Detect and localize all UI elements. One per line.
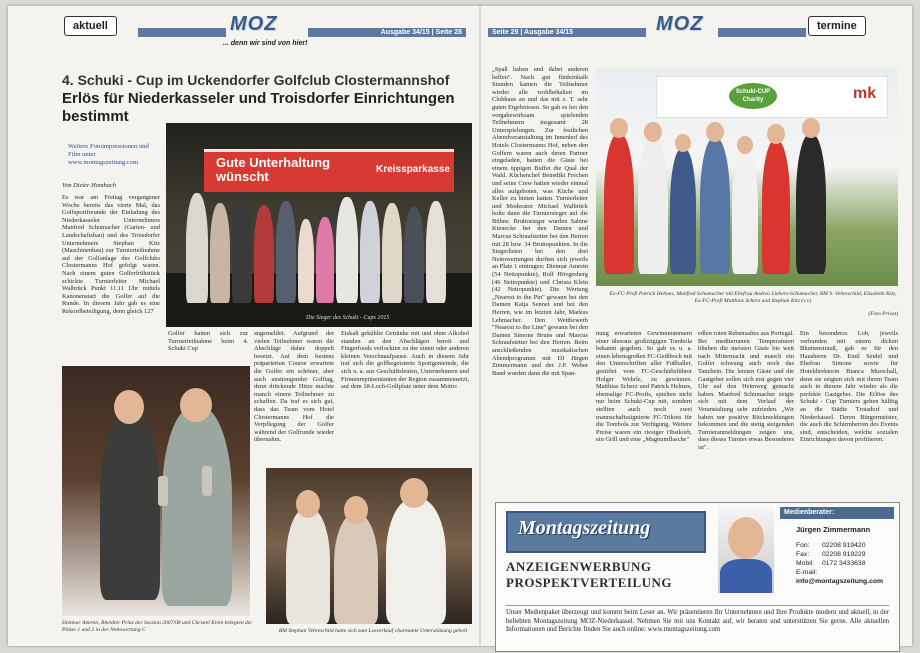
header-bar-right [718,28,806,37]
advisor-contacts: Fon: 02208 919420 Fax: 02208 919229 Mobil: 0172 3433638 E-mail: info@montagszeitung.com [796,542,884,585]
banner-slogan: Gute Unterhaltung wünscht [216,155,331,184]
bank-logo: Kreissparkasse [376,164,450,175]
header-bar-left [138,28,226,37]
article-column-3: angemeldet. Aufgrund der vielen Teilnehmer waren die Abschläge daher doppelt besetzt. Auf dem bestens präparierten Course erwartete die Golfer ein schöner, aber auch anstrengender Golftag, denn drückende Hitze machte manch einem Teilnehmer zu schaffen. Da traf es sich gut, dass das Team vom Hotel Clostermanns Hof die Verpflegung der Golfer während der Golfrunde wieder übernahm. [254,330,334,444]
article-column-2: Golfer hatten sich zur Turnierteilnahme beim 4. Schuki Cup [168,330,248,353]
raffle-photo [266,468,472,624]
advisor-name: Jürgen Zimmermann [796,525,871,534]
winners-stage-photo [166,123,472,327]
article-column-7: edlen roten Rebensaftes aus Portugal. Bei mediterranen Temperaturen blieben die meisten Gäste bis weit nach Mitternacht und manch ein Golfer schwang auch noch das Tanzbein. Die letzten Gäste und die Gastgeber sollen sich erst gegen vier Uhr auf den Heimweg gemacht haben. Manfred Schumacher zeigte sich mit dem Verlauf der Veranstaltung sehr zufrieden. „Wir haben nur positive Rückmeldungen bekommen und die stetig steigenden Turnieranmeldungen zeigen uns, dass dieses Turnier etwas Besonderes ist". [698,330,795,451]
advisor-photo [718,507,774,593]
section-tab-aktuell: aktuell [64,16,117,36]
advisor-title: Medienberater: [780,507,894,519]
trophy-icon [202,466,212,496]
ad-line-2: PROSPEKTVERTEILUNG [506,575,673,590]
article-column-1b [62,330,160,366]
email-link[interactable]: info@montagszeitung.com [796,578,884,585]
winners-couple-photo [62,366,250,616]
sponsor-banner [204,149,454,192]
newspaper-spread [8,6,912,646]
sponsor-wall [656,76,888,118]
stage-photo-caption: Die Sieger des Schuki - Cups 2015 [306,315,390,321]
photo-credit: (Foto Privat) [868,311,898,317]
article-kicker: 4. Schuki - Cup im Uckendorfer Golfclub Clostermannshof [62,72,450,88]
ad-body-text: Unser Medienpaket überzeugt und kommt beim Leser an. Wir präsentieren Ihr Unternehmen und Ihre Produkte modern und aktuell, in der beliebten Montagszeitung MOZ-Niederkassel. Nehmen Sie mit uns Kontakt auf, wir beraten und unterstützen Sie gerne. Alle aktuellen Informationen und Berichte finden Sie auch online: www.montagszeitung.com [506,609,889,634]
author-line: Von Dieter Hombach [62,182,116,189]
article-column-8: Ein besonderes Lob, jeweils verbunden mit einem dicken Blumenstrauß, gab es für den Hausherrn Dr. Emil Seidel und Ehefrau Simone sowie für Hoteldirektorin Bianca Murschall, denn sie zeigten sich mit ihrem Team auch in diesem Jahr wieder als die perfekte Gastgeber. Die Erlöse des Schuki - Cup Turniers gehen hälftig an die Städte Troisdorf und Niederkassel. Deren Bürgermeister, die auch die Schirmherren des Events sind, entscheiden, welche sozialen Einrichtungen davon profitieren. [800,330,898,444]
fax-number: 02208 919229 [822,551,866,558]
section-tab-termine: termine [808,16,866,36]
schuki-cup-logo: Schuki-CUP Charity [729,83,777,109]
caption-middle-photo: BM Stephan Vehreschild hatte sich zum Losverkauf charmante Unterstützung geholt [278,628,468,634]
slogan: ... denn wir sind von hier! [223,40,308,47]
ad-line-1: ANZEIGENWERBUNG [506,559,652,574]
moz-logo-left: MOZ [230,13,278,35]
group-photo [596,68,898,286]
issue-bar-left: Ausgabe 34/15 | Seite 28 [308,28,466,37]
article-headline: Erlös für Niederkasseler und Troisdorfer Einrichtungen bestimmt [62,90,455,125]
caption-group-photo: Ex-FC-Profi Patrick Helmes, Manfred Schumacher mit Ehefrau Andrea Liebers-Schumacher, BM S. Vehreschild, Elisabeth Kitz, Ex-FC-Profi Matthias Scherz und Stephan Kitz (v.r.) [609,291,897,304]
caption-left-photo: Dietmar Amrein, Rheidter Prinz der Session 2007/08 und Christel Klein belegten die Plätze 1 und 2 in der Nettowertung C [62,620,252,633]
phone-number[interactable]: 02208 919420 [822,542,866,549]
article-column-1: Es war am Freitag vergangener Woche bereits das vierte Mal, das Golfsportfreunde der Einladung des Niederkasseler Unternehmers Manfred Schumacher (Garten- und Landschaftsbau) und des Troisdorfer Unternehmers Stephan Kitz (Maschinenbau) zur Turnierteilnahme auf der Golfanlage des Golfclubs Clostermanns Hof gefolgt waren. Nach einem guten Golferfrühstück schickte Turnierleiter Michael Walbrück Punkt 11.11 Uhr mittels Kanonenstart die Golfer auf die Runde. In diesem Jahr gab es eine Rekordbeteiligung, denn gleich 127 [62,194,160,315]
moz-logo-right: MOZ [656,13,704,35]
montagszeitung-logo: Montagszeitung [506,511,706,553]
issue-bar-right: Seite 29 | Ausgabe 34/15 [488,28,646,37]
web-note: Weitere Fotoimpressionen und Film unter www.montagszeitung.com [68,143,149,166]
advertisement [495,502,900,652]
mobile-number[interactable]: 0172 3433638 [822,560,866,567]
article-column-6: nung erwarteten Gewinnnummern einer überaus großzügigen Tombola bekannt gegeben. So gab es u. a. einen lebensgroßen FC-Geißbock mit den Unterschriften aller Fußballer, gestiftet vom FC-Geschäftsführer Holger Wehrle, zu gewinnen. Matthias Scherz und Patrick Helmes, ehemalige FC-Profis, spielten nicht nur beim Schuki-Cup mit, sondern stellten auch noch zwei mannschaftssignierte FC-Trikots für die Tombola zur Verfügung. Weitere Preise waren ein riesiger Obstkorb, ein Grill und eine „Magnumflasche" [596,330,693,444]
trophy-icon [158,476,168,506]
article-column-5: „Spaß haben und dabei anderen helfen". Nach gut fünfeinhalb Stunden kamen die Teilnehmer wieder alle wohlbehalten im Clubhaus an und das mit z. T. sehr guten Ergebnissen. So gab es bei den vorgabewirksam spielenden Teilnehmern insgesamt 28 Unterspielungen. Zur festlichen Abendveranstaltung im Innenhof des Hotels Clostermanns Hof, neben den Golfern waren auch deren Partner eingeladen, hatten die Gäste bei einem üppigen Buffet die Qual der Wahl. Küchenchef Benedikt Frechen und seine Crew hatten wieder einmal alles aufgeboten, was Küche und Keller zu bieten hatten. Turnierleiter und Moderator Michael Walbrück holte dann die Turniersieger auf die Bühne. Bruttosieger wurden Sabine Kienecke bei den Damen und Marcus Schraufstetter bei den Herren mit 28 bzw. 34 Bruttopunkten. In die Siegerlisten bei den drei Nettowertungen durften sich jeweils an Platz 1 eintragen: Dietmar Amrein (54 Nettopunkte), Rolf Hövgesberg (46 Nettopunkte) und Christa Klein (42 Nettopunkte). Die Wertung „Nearest to the Pin" gewann bei den Damen Katja Sennet und bei den Herren, wie im letzten Jahr, Markus Lehmacher. Den Wettbewerb "Nearest to the Line" gewann bei den Damen Simone Bruns und Marcus Schraufstetter bei den Herren. Beim anschließenden musikalischen Abendprogramm mit DJ Jürgen Zimmermann und der J.P. Weber Band wurden dann die mit Span- [492,66,588,377]
article-column-4: Eiskalt gekühlte Getränke mit und ohne Alkohol standen an den Abschlägen bereit und Fingerfoods verlockten zu der einen oder anderen kleinen Verschnaufpause. Auch in diesem Jahr traf sich die golfbegeisterte Sportgemeinde, die sich u. a. aus Geschäftsleuten, Unternehmern und Firmenrepräsentanten der Region zusammensetzt, auf dem 18-Loch-Golfplatz unter dem Motto: [341,330,469,391]
mk-logo: mk [853,85,877,102]
